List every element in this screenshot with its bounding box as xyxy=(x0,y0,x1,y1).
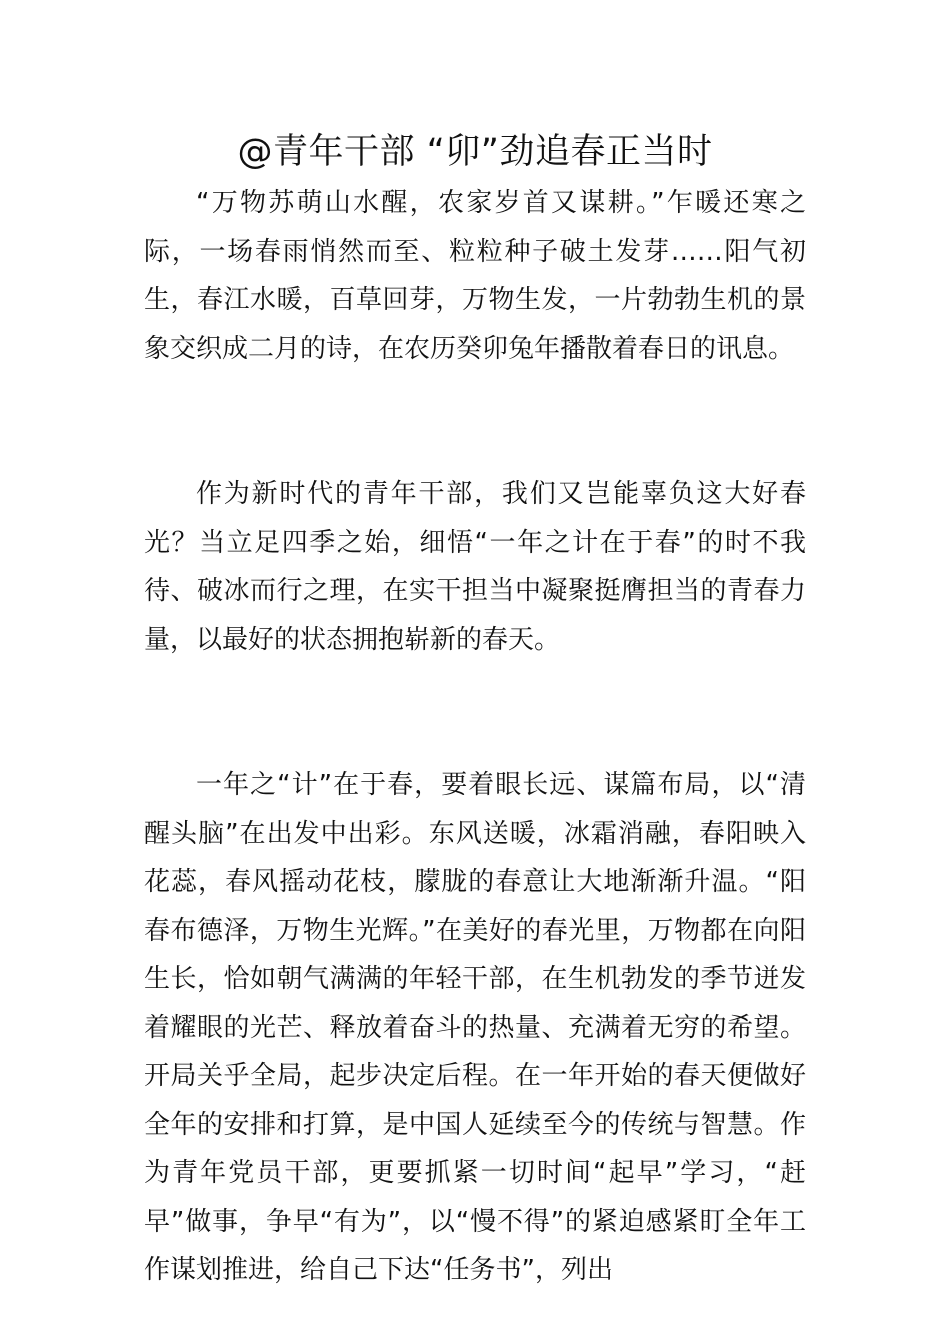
paragraph-2: 作为新时代的青年干部，我们又岂能辜负这大好春光？当立足四季之始，细悟“一年之计在于春”的时不我待、破冰而行之理，在实干担当中凝聚挺膺担当的青春力量，以最好的状态拥抱崭新的春天。 xyxy=(144,479,806,655)
paragraph-1: “万物苏萌山水醒，农家岁首又谋耕。”乍暖还寒之际，一场春雨悄然而至、粒粒种子破土发芽……阳气初生，春江水暖，百草回芽，万物生发，一片勃勃生机的景象交织成二月的诗，在农历癸卯兔年播散着春日的讯息。 xyxy=(144,188,806,364)
paragraph-3: 一年之“计”在于春，要着眼长远、谋篇布局，以“清醒头脑”在出发中出彩。东风送暖，冰霜消融，春阳映入花蕊，春风摇动花枝，朦胧的春意让大地渐渐升温。“阳春布德泽，万物生光辉。”在美好的春光里，万物都在向阳生长，恰如朝气满满的年轻干部，在生机勃发的季节迸发着耀眼的光芒、释放着奋斗的热量、充满着无穷的希望。开局关乎全局，起步决定后程。在一年开始的春天便做好全年的安排和打算，是中国人延续至今的传统与智慧。作为青年党员干部，更要抓紧一切时间“起早”学习，“赶早”做事，争早“有为”，以“慢不得”的紧迫感紧盯全年工作谋划推进，给自己下达“任务书”，列出 xyxy=(144,770,806,1285)
paragraph-spacer xyxy=(144,373,806,470)
paragraph-spacer xyxy=(144,664,806,761)
document-body xyxy=(144,179,806,1295)
document-title: @青年干部 “卯”劲追春正当时 xyxy=(237,132,713,172)
